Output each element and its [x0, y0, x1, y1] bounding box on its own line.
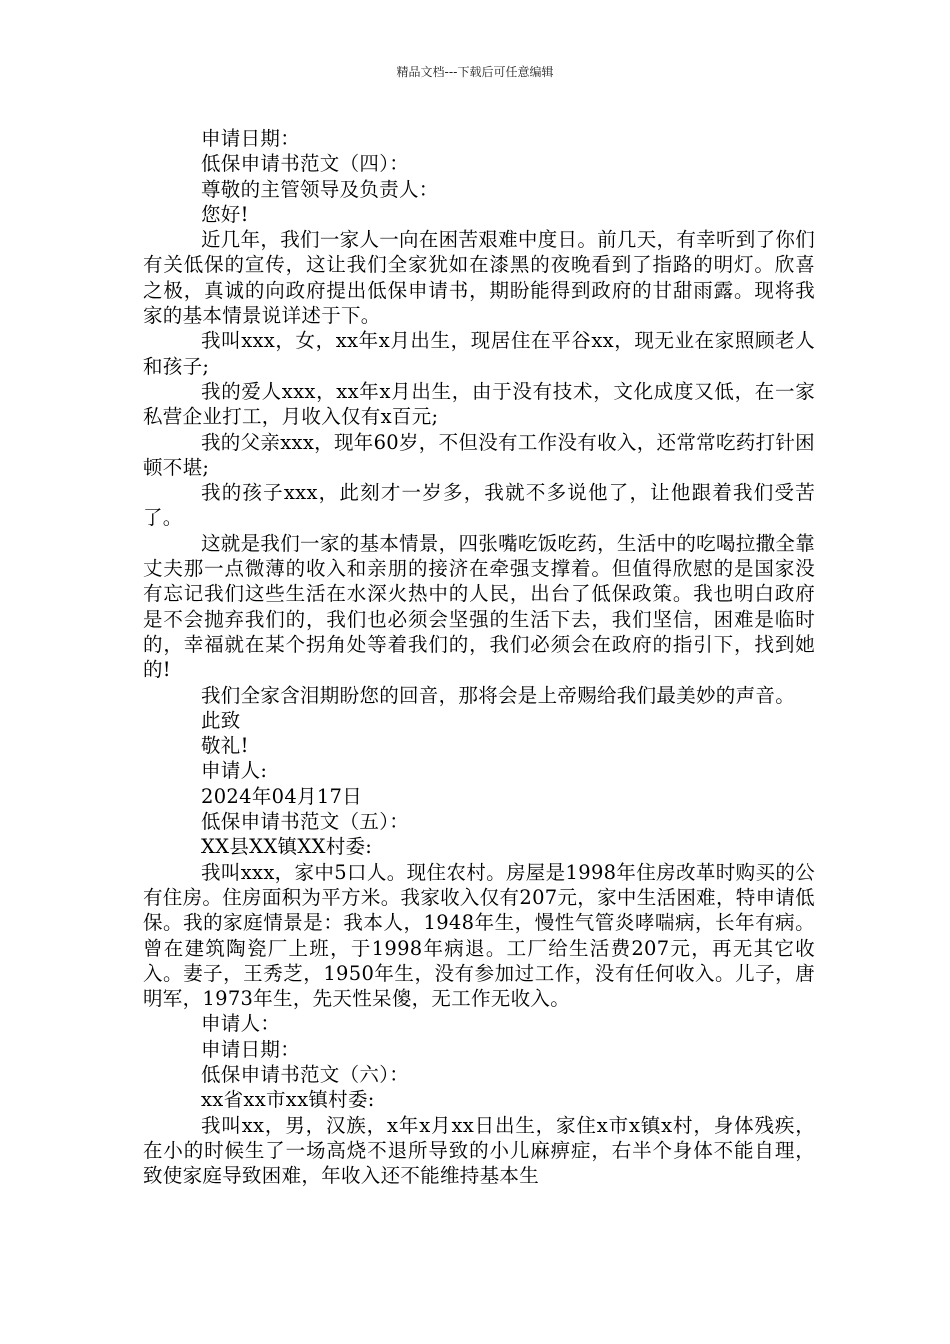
paragraph: 此致: [201, 708, 241, 732]
paragraph: 我叫xxx，女，xx年x月出生，现居住在平谷xx，现无业在家照顾老人和孩子;: [143, 329, 815, 378]
paragraph: 我的爱人xxx，xx年x月出生，由于没有技术，文化成度又低，在一家私营企业打工，月收入仅有x百元;: [143, 379, 815, 429]
paragraph: 我的孩子xxx，此刻才一岁多，我就不多说他了，让他跟着我们受苦了。: [143, 481, 815, 530]
paragraph: 近几年，我们一家人一向在困苦艰难中度日。前几天，有幸听到了你们有关低保的宣传，这让我们全家犹如在漆黑的夜晚看到了指路的明灯。欣喜之极，真诚的向政府提出低保申请书，期盼能得到政府的甘甜雨露。现将我家的基本情景说详述于下。: [143, 228, 815, 328]
document-body: [143, 126, 815, 1188]
paragraph: 低保申请书范文（四）：: [201, 152, 410, 176]
paragraph: xx省xx市xx镇村委:: [201, 1088, 375, 1112]
paragraph: 我的父亲xxx，现年60岁，不但没有工作没有收入，还常常吃药打针困顿不堪;: [143, 430, 815, 479]
paragraph: 我们全家含泪期盼您的回音，那将会是上帝赐给我们最美妙的声音。: [201, 683, 796, 707]
paragraph: 尊敬的主管领导及负责人：: [201, 177, 439, 201]
paragraph: 低保申请书范文（五）：: [201, 810, 410, 834]
paragraph: 低保申请书范文（六）：: [201, 1062, 410, 1086]
paragraph: 申请日期：: [201, 1037, 301, 1061]
paragraph: 我叫xxx，家中5口人。现住农村。房屋是1998年住房改革时购买的公有住房。住房面积为平方米。我家收入仅有207元，家中生活困难，特申请低保。我的家庭情景是：我本人，1948年生，慢性气管炎哮喘病，长年有病。曾在建筑陶瓷厂上班，于1998年病退。工厂给生活费207元，再无其它收入。妻子，王秀芝，1950年生，没有参加过工作，没有任何收入。儿子，唐明军，1973年生，先天性呆傻，无工作无收入。: [143, 860, 815, 1011]
paragraph: 这就是我们一家的基本情景，四张嘴吃饭吃药，生活中的吃喝拉撒全靠丈夫那一点微薄的收入和亲朋的接济在牵强支撑着。但值得欣慰的是国家没有忘记我们这些生活在水深火热中的人民，出台了低保政策。我也明白政府是不会抛弃我们的，我们也必须会坚强的生活下去，我们坚信，困难是临时的，幸福就在某个拐角处等着我们的，我们必须会在政府的指引下，找到她的!: [143, 531, 815, 682]
page-header: 精品文档---下载后可任意编辑: [396, 65, 554, 79]
paragraph: XX县XX镇XX村委:: [201, 835, 373, 859]
paragraph: 申请人:: [201, 759, 268, 783]
paragraph: 2024年04月17日: [201, 784, 363, 808]
paragraph: 申请人：: [201, 1012, 281, 1036]
paragraph: 我叫xx，男，汉族，x年x月xx日出生，家住x市x镇x村，身体残疾，在小的时候生了一场高烧不退所导致的小儿麻痹症，右半个身体不能自理，致使家庭导致困难，年收入还不能维持基本生: [143, 1113, 815, 1188]
paragraph: 敬礼!: [201, 734, 249, 758]
paragraph: 您好!: [201, 202, 249, 226]
paragraph: 申请日期：: [201, 127, 301, 150]
